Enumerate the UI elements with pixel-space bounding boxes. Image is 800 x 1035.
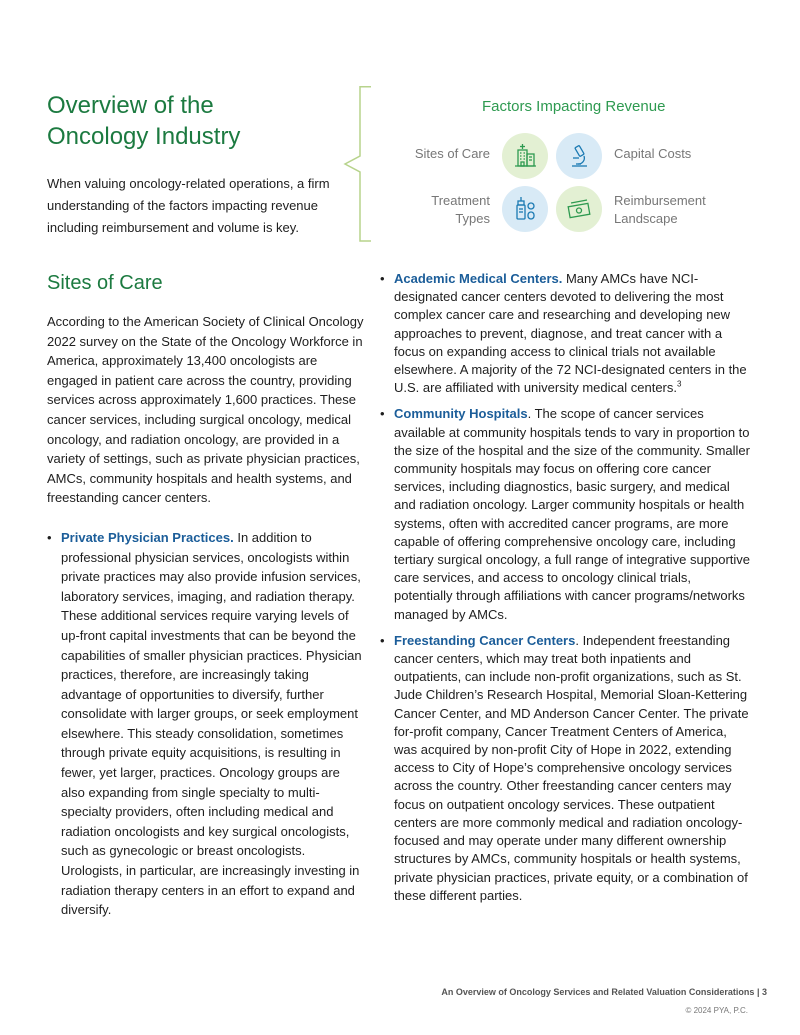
left-column [47,312,365,920]
footnote-marker: 3 [677,379,682,389]
medicine-bottle-icon [502,186,548,232]
bullet-community-hospitals [380,405,752,623]
bullet-marker: • [380,406,385,422]
treatment-line-1: Treatment [431,193,490,208]
footer-copyright: © 2024 PYA, P.C. [685,1006,748,1015]
bullet-heading: Academic Medical Centers. [394,271,563,286]
bullet-text: Many AMCs have NCI-designated cancer centers devoted to delivering the most complex cancer care and researching and developing new approaches to prevent, diagnose, and treat cancer with a focus on expanding access to clinical trials not available elsewhere. A majority of the 72 NCI-designated centers in the U.S. are affiliated with university medical centers. [394,271,747,396]
page-title-line-1: Overview of the [47,92,214,119]
page-number: 3 [761,987,767,997]
intro-paragraph: When valuing oncology-related operations, a firm understanding of the factors impacting revenue including reimbursement and volume is key. [47,176,330,235]
page-title-line-2: Oncology Industry [47,123,241,150]
microscope-icon [556,133,602,179]
treatment-line-2: Types [455,211,490,226]
factor-label-capital-costs: Capital Costs [614,146,692,161]
sites-of-care-intro: According to the American Society of Clinical Oncology 2022 survey on the State of the Oncology Workforce in America, approximately 13,400 oncologists are engaged in patient care across the country, providing services across approximately 1,600 practices. These cancer services, including surgical oncology, medical oncology, and radiation oncology, are provided in a variety of settings, such as private physician practices, AMCs, community hospitals and health systems, and freestanding cancer centers. [47,314,364,506]
factors-title: Factors Impacting Revenue [482,98,666,115]
factor-label-treatment-types [400,192,490,228]
section-title-sites-of-care: Sites of Care [47,272,163,294]
money-bill-icon [556,186,602,232]
footer-doc-line [441,987,767,997]
bullet-heading: Freestanding Cancer Centers [394,632,576,648]
bullet-heading: Private Physician Practices. [61,529,234,545]
page-title [47,90,347,152]
factor-label-reimbursement-landscape [614,192,744,228]
bullet-text: . Independent freestanding cancer centers, which may treat both inpatients and outpatients, can include non-profit organizations, such as St. Jude Children’s Research Hospital, Memorial Sloan-Kettering Cancer Center, and MD Anderson Cancer Center. The private for-profit company, Cancer Treatment Centers of America, was acquired by non-profit City of Hope in 2022, extending access to City of Hope’s comprehensive oncology services across the country. Other freestanding cancer centers may focus on outpatient oncology services. These outpatient centers are more commonly medical and radiation oncology-focused and may operate under many different ownership structures by AMCs, community hospitals or health systems, private physician practices, private equity, or a combination of these different parties. [394,632,749,903]
reimbursement-line-2: Landscape [614,211,678,226]
reimbursement-line-1: Reimbursement [614,193,706,208]
bullet-heading: Community Hospitals [394,406,528,422]
bullet-freestanding-cancer-centers [380,632,752,905]
bullet-academic-medical-centers [380,270,752,397]
bullet-text: . The scope of cancer services available at community hospitals tends to vary in proportion to the size of the hospital and the size of the community. Smaller community hospitals may focus on offering core cancer services, including diagnostics, basic surgery, and medical and radiation oncology. Larger community hospitals or health systems, often with accredited cancer programs, are more capable of offering comprehensive oncology care, including tertiary surgical oncology, a full range of integrative supportive care services, and access to oncology clinical trials, potentially through affiliations with cancer programs/networks managed by AMCs. [394,406,751,622]
bullet-text: In addition to professional physician services, oncologists within private practices may also provide infusion services, laboratory services, imaging, and radiation therapy. These additional services require varying levels of up-front capital investments that can be beyond the capabilities of smaller physician practices. Physician practices, therefore, are increasingly taking advantage of opportunities to diversify, further consolidate with larger groups, or seek employment elsewhere. This steady consolidation, sometimes through private equity acquisitions, is resulting in fewer, yet larger, practices. Oncology groups are also expanding from single specialty to multi-specialty providers, often including medical and radiation oncologists and key surgical oncologists, such as gynecologic or breast oncologists. Urologists, in particular, are increasingly investing in radiation therapy centers in an effort to expand and diversify. [61,529,362,918]
factor-label-sites-of-care: Sites of Care [414,146,490,161]
bullet-marker: • [380,271,385,286]
bullet-marker: • [47,529,52,545]
footer-doc-title: An Overview of Oncology Services and Related Valuation Considerations [441,987,755,997]
footer-separator: | [756,987,760,997]
bullet-marker: • [380,632,385,648]
hospital-building-icon [502,133,548,179]
right-column [380,270,752,913]
bracket-divider [340,86,380,242]
bullet-private-physician-practices [47,528,365,920]
